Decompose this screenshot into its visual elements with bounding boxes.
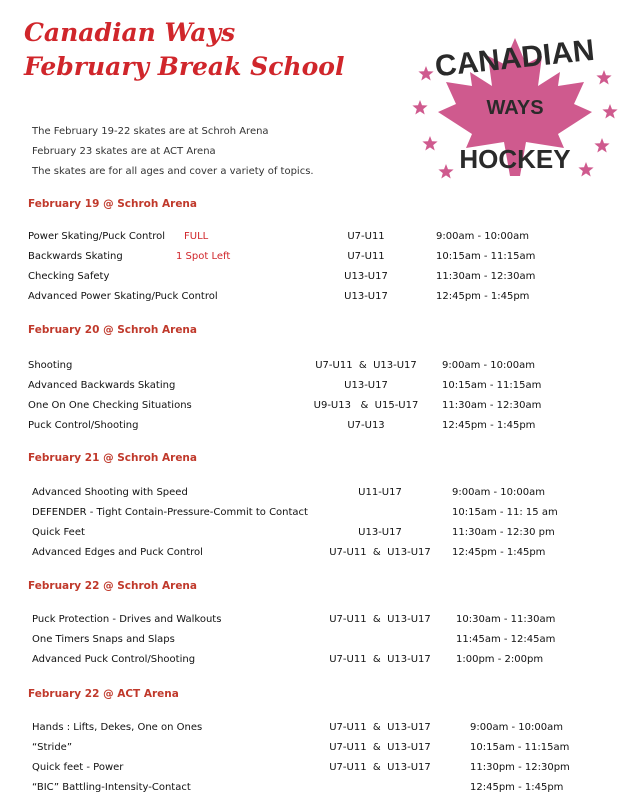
section-heading: February 22 @ Schroh Arena (28, 580, 197, 592)
age-group: U7-U11 & U13-U17 (329, 762, 431, 773)
session-name: Backwards Skating (28, 251, 123, 262)
canadian-ways-hockey-logo (408, 16, 623, 186)
schedule-row (0, 652, 640, 670)
session-name: “BIC” Battling-Intensity-Contact (32, 782, 191, 793)
age-group: U7-U11 & U13-U17 (329, 547, 431, 558)
session-time: 9:00am - 10:00am (452, 487, 545, 498)
session-time: 1:00pm - 2:00pm (456, 654, 544, 665)
schedule-row (0, 358, 640, 376)
session-time: 11:30am - 12:30am (442, 400, 542, 411)
session-name: Puck Control/Shooting (28, 420, 139, 431)
star-icon (578, 162, 593, 177)
section-heading: February 19 @ Schroh Arena (28, 198, 197, 210)
session-time: 11:30am - 12:30am (436, 271, 536, 282)
schedule-row (0, 740, 640, 758)
star-icon (412, 100, 427, 115)
age-group: U7-U11 & U13-U17 (329, 614, 431, 625)
session-name: Quick feet - Power (32, 762, 124, 773)
session-time: 11:30pm - 12:30pm (470, 762, 570, 773)
schedule-row (0, 760, 640, 778)
section-heading: February 20 @ Schroh Arena (28, 324, 197, 336)
session-name: Checking Safety (28, 271, 110, 282)
star-icon (418, 66, 433, 81)
schedule-row (0, 378, 640, 396)
intro-line-1: The February 19-22 skates are at Schroh Arena (32, 126, 269, 137)
age-group: U7-U11 & U13-U17 (315, 360, 417, 371)
schedule-row (0, 229, 640, 247)
age-group: U11-U17 (358, 487, 402, 498)
session-name: Quick Feet (32, 527, 85, 538)
availability-tag: FULL (184, 231, 209, 242)
section-heading: February 21 @ Schroh Arena (28, 452, 197, 464)
age-group: U13-U17 (344, 291, 388, 302)
session-time: 9:00am - 10:00am (470, 722, 563, 733)
schedule-row (0, 505, 640, 523)
age-group: U13-U17 (358, 527, 402, 538)
age-group: U13-U17 (344, 380, 388, 391)
title-line-1: Canadian Ways (24, 18, 236, 47)
schedule-row (0, 632, 640, 650)
session-time: 11:45am - 12:45am (456, 634, 556, 645)
star-icon (422, 136, 437, 151)
title-line-2: February Break School (24, 52, 345, 81)
session-name: “Stride” (32, 742, 73, 753)
section-heading: February 22 @ ACT Arena (28, 688, 179, 700)
session-name: Advanced Puck Control/Shooting (32, 654, 196, 665)
schedule-row (0, 289, 640, 307)
star-icon (596, 70, 611, 85)
star-icon (602, 104, 617, 119)
age-group: U7-U11 (347, 251, 385, 262)
session-time: 10:15am - 11:15am (470, 742, 570, 753)
session-time: 12:45pm - 1:45pm (452, 547, 546, 558)
schedule-row (0, 720, 640, 738)
session-name: One Timers Snaps and Slaps (32, 634, 175, 645)
session-name: DEFENDER - Tight Contain-Pressure-Commit to Contact (32, 507, 308, 518)
session-time: 12:45pm - 1:45pm (470, 782, 564, 793)
schedule-row (0, 249, 640, 267)
logo-text-middle: WAYS (486, 97, 544, 119)
intro-line-2: February 23 skates are at ACT Arena (32, 146, 216, 157)
session-time: 10:15am - 11: 15 am (452, 507, 558, 518)
intro-line-3: The skates are for all ages and cover a variety of topics. (32, 166, 314, 177)
age-group: U7-U13 (347, 420, 385, 431)
age-group: U7-U11 & U13-U17 (329, 742, 431, 753)
logo-text-top: CANADIAN (433, 33, 597, 84)
session-name: Shooting (28, 360, 73, 371)
session-time: 10:30am - 11:30am (456, 614, 556, 625)
age-group: U9-U13 & U15-U17 (313, 400, 419, 411)
age-group: U7-U11 & U13-U17 (329, 654, 431, 665)
session-time: 9:00am - 10:00am (442, 360, 535, 371)
age-group: U7-U11 & U13-U17 (329, 722, 431, 733)
session-name: Advanced Edges and Puck Control (32, 547, 203, 558)
schedule-row (0, 485, 640, 503)
session-time: 12:45pm - 1:45pm (436, 291, 530, 302)
schedule-row (0, 780, 640, 798)
star-icon (594, 138, 609, 153)
session-name: Power Skating/Puck Control (28, 231, 166, 242)
schedule-row (0, 269, 640, 287)
availability-tag: 1 Spot Left (176, 251, 231, 262)
schedule-row (0, 398, 640, 416)
session-name: Advanced Backwards Skating (28, 380, 176, 391)
session-time: 9:00am - 10:00am (436, 231, 529, 242)
schedule-row (0, 418, 640, 436)
session-name: One On One Checking Situations (28, 400, 192, 411)
session-time: 10:15am - 11:15am (442, 380, 542, 391)
star-icon (438, 164, 453, 179)
session-name: Advanced Power Skating/Puck Control (28, 291, 218, 302)
age-group: U7-U11 (347, 231, 385, 242)
schedule-row (0, 545, 640, 563)
session-time: 12:45pm - 1:45pm (442, 420, 536, 431)
session-name: Puck Protection - Drives and Walkouts (32, 614, 222, 625)
session-name: Advanced Shooting with Speed (32, 487, 188, 498)
logo-text-bottom: HOCKEY (459, 144, 571, 174)
session-name: Hands : Lifts, Dekes, One on Ones (32, 722, 203, 733)
session-time: 10:15am - 11:15am (436, 251, 536, 262)
schedule-row (0, 612, 640, 630)
age-group: U13-U17 (344, 271, 388, 282)
schedule-row (0, 525, 640, 543)
session-time: 11:30am - 12:30 pm (452, 527, 555, 538)
